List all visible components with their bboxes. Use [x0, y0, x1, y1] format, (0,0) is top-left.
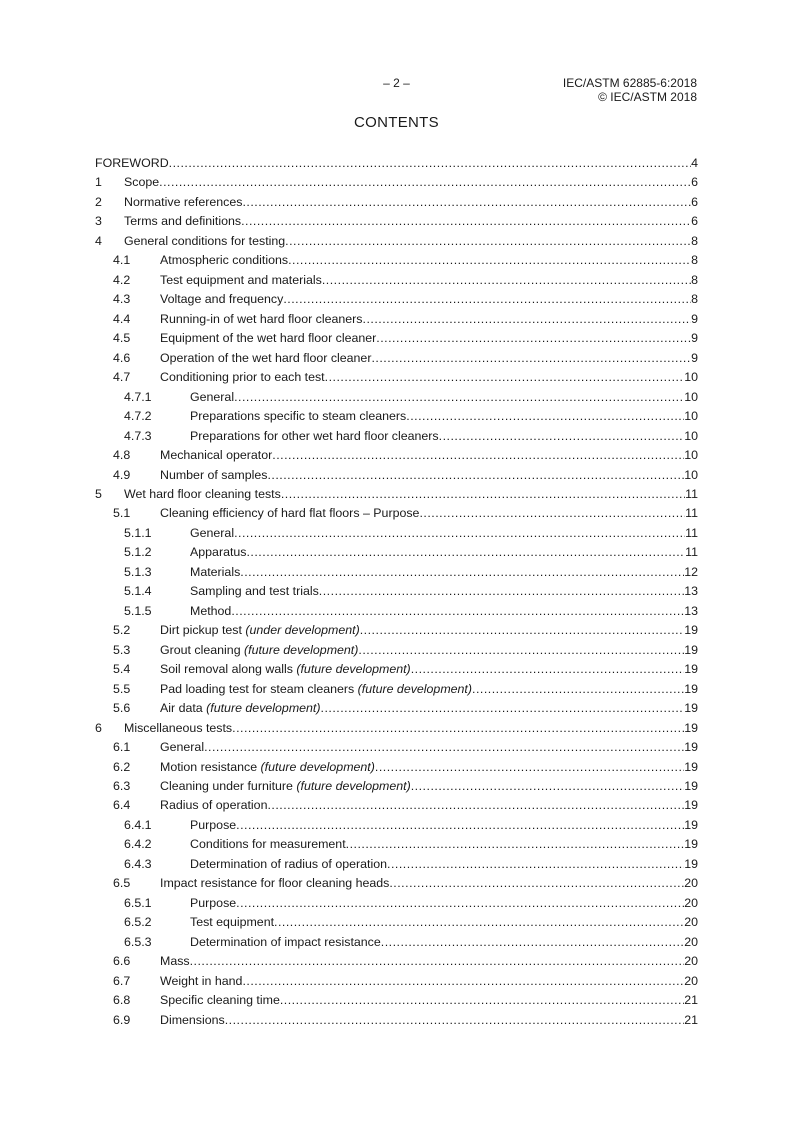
toc-leader-dots: [280, 993, 684, 1007]
toc-entry-page: 20: [684, 973, 698, 988]
toc-entry-title-text: Equipment of the wet hard floor cleaner: [160, 331, 377, 346]
toc-entry[interactable]: [95, 584, 698, 603]
toc-entry-note: (future development): [357, 681, 473, 696]
toc-entry-number: 5.1.2: [124, 545, 152, 560]
toc-entry-number: 4.7.1: [124, 389, 152, 404]
toc-leader-dots: [285, 234, 691, 248]
toc-entry-title: [160, 448, 272, 462]
toc-leader-dots: [267, 468, 684, 482]
toc-entry-page: 20: [684, 954, 698, 969]
toc-entry-page: 21: [684, 1012, 698, 1027]
toc-entry-page: 8: [691, 292, 698, 307]
toc-entry[interactable]: [95, 565, 698, 584]
toc-entry-title-text: Method: [190, 603, 232, 618]
toc-leader-dots: [225, 1013, 684, 1027]
toc-entry-number: 4.6: [113, 350, 131, 365]
toc-entry-number: 5.1.4: [124, 584, 152, 599]
toc-entry[interactable]: [95, 954, 698, 973]
toc-entry-title: [160, 993, 280, 1007]
toc-entry-number: 6.4.2: [124, 837, 152, 852]
toc-entry-title: [160, 370, 325, 384]
toc-entry-note: (future development): [296, 662, 411, 677]
toc-entry-title-text: Conditions for measurement: [190, 837, 346, 852]
toc-entry[interactable]: [95, 506, 698, 525]
toc-leader-dots: [321, 701, 685, 715]
toc-entry-number: 4.5: [113, 331, 131, 346]
toc-entry[interactable]: [95, 273, 698, 292]
toc-entry-page: 19: [684, 642, 698, 657]
toc-entry-number: 6.4.1: [124, 817, 152, 832]
toc-entry[interactable]: [95, 798, 698, 817]
toc-entry[interactable]: [95, 993, 698, 1012]
toc-entry[interactable]: [95, 701, 698, 720]
toc-entry-title-text: Apparatus: [190, 545, 247, 560]
toc-entry[interactable]: [95, 682, 698, 701]
toc-entry-page: 20: [684, 895, 698, 910]
toc-entry-page: 19: [684, 701, 698, 716]
toc-entry-page: 8: [691, 253, 698, 268]
toc-entry-title-text: Normative references: [124, 194, 243, 209]
toc-leader-dots: [387, 857, 684, 871]
toc-leader-dots: [325, 370, 685, 384]
toc-entry-page: 10: [684, 370, 698, 385]
toc-entry-number: 4.4: [113, 311, 131, 326]
toc-entry-title-text: Motion resistance: [160, 759, 261, 774]
toc-entry-title-text: General: [190, 525, 235, 540]
toc-leader-dots: [375, 760, 684, 774]
toc-leader-dots: [319, 584, 684, 598]
toc-leader-dots: [281, 487, 685, 501]
toc-entry[interactable]: [95, 390, 698, 409]
toc-entry[interactable]: [95, 818, 698, 837]
toc-entry-title-text: Cleaning under furniture: [160, 779, 297, 793]
toc-entry-number: 5.2: [113, 623, 131, 638]
toc-entry-page: 19: [684, 740, 698, 755]
toc-entry-number: 6.5.1: [124, 895, 152, 910]
toc-leader-dots: [274, 915, 684, 929]
toc-entry-page: 11: [685, 525, 698, 540]
toc-entry-title-text: Specific cleaning time: [160, 993, 280, 1008]
toc-entry-number: 4.3: [113, 292, 131, 307]
toc-entry-page: 19: [684, 856, 698, 871]
toc-entry-title-text: Dirt pickup test: [160, 623, 246, 638]
toc-entry[interactable]: [95, 351, 698, 370]
toc-entry-number: 6.4: [113, 798, 131, 813]
toc-entry-note: (future development): [206, 701, 321, 716]
toc-entry-title-text: Preparations specific to steam cleaners: [190, 409, 407, 424]
toc-entry-title-text: Mass: [160, 954, 190, 969]
toc-entry-page: 19: [684, 759, 698, 774]
toc-entry-page: 21: [684, 993, 698, 1008]
toc-entry-title: [190, 390, 234, 404]
toc-entry-title-text: Operation of the wet hard floor cleaner: [160, 350, 372, 365]
toc-entry-number: 1: [95, 175, 102, 190]
toc-entry-number: 4.1: [113, 253, 131, 268]
toc-entry[interactable]: [95, 195, 698, 214]
toc-entry-title: [160, 623, 360, 637]
toc-entry-page: 9: [691, 331, 698, 346]
toc-entry-title-text: Purpose: [190, 817, 237, 832]
toc-entry-title-text: Terms and definitions: [124, 214, 242, 229]
toc-entry-page: 9: [691, 311, 698, 326]
toc-leader-dots: [242, 195, 691, 209]
toc-entry-number: 6.4.3: [124, 856, 152, 871]
toc-entry[interactable]: [95, 468, 698, 487]
toc-entry-title: [124, 234, 285, 248]
toc-entry-number: 4.2: [113, 272, 131, 287]
toc-entry-title: [160, 701, 321, 715]
toc-entry-title: [160, 643, 358, 657]
toc-entry-title: [160, 974, 242, 988]
toc-entry-title: [190, 545, 246, 559]
toc-entry-page: 4: [691, 156, 698, 170]
toc-entry[interactable]: [95, 312, 698, 331]
toc-entry-number: 6.1: [113, 740, 131, 755]
toc-entry-number: 6: [95, 720, 102, 735]
toc-entry-number: 6.8: [113, 993, 131, 1008]
toc-leader-dots: [322, 273, 691, 287]
toc-entry-title-text: Air data: [160, 701, 207, 716]
toc-entry-title-text: Pad loading test for steam cleaners: [160, 681, 358, 696]
toc-leader-dots: [159, 175, 691, 189]
toc-entry[interactable]: [95, 604, 698, 623]
toc-entry[interactable]: [95, 370, 698, 389]
toc-entry-number: 3: [95, 214, 102, 229]
toc-entry-number: 6.5.3: [124, 934, 152, 949]
toc-entry-number: 6.9: [113, 1012, 131, 1027]
toc-entry-page: 20: [684, 915, 698, 930]
toc-entry-title: [160, 506, 419, 520]
toc-leader-dots: [360, 623, 684, 637]
toc-leader-dots: [389, 876, 684, 890]
toc-entry-title: [190, 896, 236, 910]
toc-leader-dots: [411, 779, 684, 793]
toc-leader-dots: [240, 565, 684, 579]
toc-entry[interactable]: [95, 331, 698, 350]
toc-entry-number: 4.7: [113, 370, 131, 385]
toc-entry-title-text: General: [190, 389, 235, 404]
toc-entry-page: 6: [691, 175, 698, 190]
toc-entry-page: 6: [691, 194, 698, 209]
toc-leader-dots: [236, 818, 684, 832]
toc-entry-page: 8: [691, 233, 698, 248]
toc-entry-title-text: Conditioning prior to each test: [160, 370, 325, 385]
toc-entry-title: [190, 837, 346, 851]
toc-entry-title: [124, 487, 281, 501]
toc-entry-title: [124, 214, 241, 228]
toc-entry-number: 2: [95, 194, 102, 209]
toc-entry-title: [160, 273, 322, 287]
toc-entry-title: [124, 195, 242, 209]
toc-entry-title: [160, 682, 472, 696]
toc-leader-dots: [411, 662, 685, 676]
toc-entry[interactable]: [95, 623, 698, 642]
toc-entry[interactable]: [95, 448, 698, 467]
toc-entry-number: 5.1.3: [124, 564, 152, 579]
toc-leader-dots: [283, 292, 691, 306]
toc-leader-dots: [231, 604, 684, 618]
toc-entry-number: 6.7: [113, 973, 131, 988]
page-title: CONTENTS: [354, 114, 439, 131]
toc-leader-dots: [232, 721, 684, 735]
toc-leader-dots: [346, 837, 685, 851]
toc-entry-title-text: Determination of impact resistance: [190, 934, 381, 949]
toc-entry-number: 5.1.1: [124, 525, 152, 540]
toc-leader-dots: [381, 935, 684, 949]
toc-entry-page: 10: [684, 467, 698, 482]
toc-entry-title-text: Number of samples: [160, 467, 268, 482]
toc-entry[interactable]: [95, 545, 698, 564]
toc-entry-title-text: Materials: [190, 564, 241, 579]
toc-entry[interactable]: [95, 857, 698, 876]
toc-entry-page: 19: [684, 779, 698, 793]
toc-entry-page: 11: [685, 506, 698, 521]
toc-entry-number: 5.6: [113, 701, 131, 716]
toc-entry-title: [160, 740, 204, 754]
toc-entry-title-text: Test equipment and materials: [160, 272, 322, 287]
toc-entry-title: [190, 935, 381, 949]
toc-entry[interactable]: [95, 760, 698, 779]
toc-leader-dots: [241, 214, 691, 228]
toc-entry[interactable]: [95, 779, 698, 798]
page-number: – 2 –: [383, 76, 410, 90]
toc-entry-page: 8: [691, 272, 698, 287]
toc-leader-dots: [242, 974, 684, 988]
toc-entry-title-text: Soil removal along walls: [160, 662, 297, 677]
toc-entry-title: [95, 156, 169, 170]
toc-entry-title-text: General conditions for testing: [124, 233, 286, 248]
toc-entry-title: [160, 351, 371, 365]
toc-entry-title-text: Sampling and test trials: [190, 584, 319, 599]
toc-leader-dots: [472, 682, 684, 696]
toc-entry-title-text: Mechanical operator: [160, 448, 273, 463]
toc-entry-title: [190, 584, 319, 598]
toc-entry[interactable]: [95, 974, 698, 993]
toc-entry-number: 6.5.2: [124, 915, 152, 930]
toc-entry-number: 6.3: [113, 779, 131, 793]
toc-entry[interactable]: [95, 643, 698, 662]
toc-entry-title-text: Wet hard floor cleaning tests: [124, 486, 281, 501]
toc-entry-title-text: Weight in hand: [160, 973, 243, 988]
toc-entry-page: 10: [684, 448, 698, 463]
toc-entry-title: [160, 876, 389, 890]
toc-entry[interactable]: [95, 292, 698, 311]
toc-entry-number: 6.5: [113, 876, 131, 891]
standard-header: [563, 76, 697, 104]
toc-entry-title: [190, 604, 231, 618]
toc-entry-number: 5: [95, 486, 102, 501]
toc-leader-dots: [358, 643, 684, 657]
toc-entry[interactable]: [95, 175, 698, 194]
table-of-contents: [95, 156, 698, 1032]
toc-entry-title-text: Miscellaneous tests: [124, 720, 233, 735]
toc-entry-page: 20: [684, 934, 698, 949]
toc-entry-title: [160, 312, 363, 326]
toc-entry-title-text: General: [160, 740, 205, 755]
toc-entry[interactable]: [95, 662, 698, 681]
toc-entry[interactable]: [95, 876, 698, 895]
toc-entry-number: 4.8: [113, 448, 131, 463]
toc-entry-page: 20: [684, 876, 698, 891]
toc-entry-page: 19: [684, 837, 698, 852]
toc-entry-title-text: Grout cleaning: [160, 642, 245, 657]
copyright-line: © IEC/ASTM 2018: [598, 90, 697, 104]
toc-entry-number: 4: [95, 233, 102, 248]
toc-entry-title-text: Running-in of wet hard floor cleaners: [160, 311, 363, 326]
toc-entry-number: 5.1.5: [124, 603, 152, 618]
toc-leader-dots: [267, 798, 684, 812]
toc-entry-page: 19: [684, 817, 698, 832]
toc-entry[interactable]: [95, 837, 698, 856]
toc-entry-title: [124, 175, 159, 189]
toc-entry-note: (future development): [260, 759, 375, 774]
toc-leader-dots: [236, 896, 684, 910]
toc-entry[interactable]: [95, 721, 698, 740]
toc-entry-title: [190, 565, 240, 579]
toc-entry-title: [190, 429, 439, 443]
toc-entry[interactable]: [95, 429, 698, 448]
toc-entry-number: 5.3: [113, 642, 131, 657]
toc-entry-title: [160, 798, 267, 812]
toc-entry[interactable]: [95, 896, 698, 915]
toc-entry-title-text: Atmospheric conditions: [160, 253, 289, 268]
toc-entry-title: [160, 468, 267, 482]
toc-entry[interactable]: [95, 253, 698, 272]
toc-entry-page: 11: [685, 486, 698, 501]
toc-leader-dots: [169, 156, 691, 170]
toc-entry-page: 19: [684, 681, 698, 696]
toc-entry[interactable]: [95, 1013, 698, 1032]
toc-leader-dots: [190, 954, 685, 968]
toc-entry-page: 6: [691, 214, 698, 229]
toc-entry-number: 5.5: [113, 681, 131, 696]
toc-leader-dots: [419, 506, 685, 520]
toc-leader-dots: [439, 429, 685, 443]
toc-entry-page: 10: [684, 409, 698, 424]
toc-entry-note: (future development): [296, 779, 411, 793]
toc-entry-page: 13: [684, 603, 698, 618]
toc-entry-page: 19: [684, 662, 698, 677]
toc-entry-title: [190, 857, 387, 871]
toc-entry-note: (future development): [244, 642, 359, 657]
toc-entry-title-text: Dimensions: [160, 1012, 225, 1027]
toc-entry-page: 12: [684, 564, 698, 579]
toc-leader-dots: [371, 351, 691, 365]
toc-entry-page: 10: [684, 428, 698, 443]
toc-leader-dots: [406, 409, 684, 423]
toc-entry[interactable]: [95, 487, 698, 506]
toc-entry-title: [160, 662, 411, 676]
toc-entry-note: (under development): [245, 623, 360, 638]
toc-entry-number: 6.6: [113, 954, 131, 969]
standard-id: IEC/ASTM 62885-6:2018: [562, 76, 697, 90]
toc-entry-title-text: Preparations for other wet hard floor cleaners: [190, 428, 439, 443]
toc-entry-page: 9: [691, 350, 698, 365]
toc-entry[interactable]: [95, 156, 698, 175]
toc-entry-title-text: Purpose: [190, 895, 237, 910]
toc-entry-title: [160, 331, 376, 345]
toc-entry[interactable]: [95, 915, 698, 934]
toc-entry-page: 19: [684, 798, 698, 813]
toc-entry-number: 4.7.2: [124, 409, 152, 424]
toc-entry[interactable]: [95, 526, 698, 545]
toc-leader-dots: [363, 312, 692, 326]
toc-entry-title: [160, 779, 411, 793]
toc-entry-page: 11: [685, 545, 698, 560]
toc-entry-page: 19: [684, 720, 698, 735]
toc-entry-page: 13: [684, 584, 698, 599]
toc-entry-title: [160, 1013, 225, 1027]
toc-entry-title: [190, 526, 234, 540]
toc-entry-number: 6.2: [113, 759, 131, 774]
toc-entry-number: 4.7.3: [124, 428, 152, 443]
toc-entry-title-text: Radius of operation: [160, 798, 268, 813]
toc-entry-title: [190, 818, 236, 832]
toc-entry-title-text: Voltage and frequency: [160, 292, 284, 307]
toc-entry[interactable]: [95, 234, 698, 253]
toc-entry-title: [160, 954, 190, 968]
toc-entry-number: 5.1: [113, 506, 131, 521]
toc-leader-dots: [288, 253, 691, 267]
toc-entry[interactable]: [95, 740, 698, 759]
toc-entry-title: [190, 409, 406, 423]
toc-entry-title-text: Scope: [124, 175, 160, 190]
toc-entry-title: [124, 721, 232, 735]
toc-leader-dots: [204, 740, 684, 754]
toc-leader-dots: [234, 526, 685, 540]
toc-entry-title-text: Cleaning efficiency of hard flat floors – Purpose: [160, 506, 420, 521]
toc-entry-number: 4.9: [113, 467, 131, 482]
toc-entry-title: [160, 292, 283, 306]
toc-entry[interactable]: [95, 935, 698, 954]
toc-entry-title-text: Test equipment: [190, 915, 275, 930]
toc-entry-page: 19: [684, 623, 698, 638]
toc-entry-page: 10: [684, 389, 698, 404]
toc-entry-title-text: FOREWORD: [95, 156, 169, 170]
toc-leader-dots: [234, 390, 684, 404]
toc-leader-dots: [272, 448, 684, 462]
toc-entry-title: [190, 915, 274, 929]
toc-entry[interactable]: [95, 409, 698, 428]
toc-leader-dots: [246, 545, 685, 559]
toc-entry-title: [160, 253, 288, 267]
toc-leader-dots: [376, 331, 691, 345]
toc-entry-number: 5.4: [113, 662, 131, 677]
toc-entry-title-text: Determination of radius of operation: [190, 856, 387, 871]
toc-entry-title-text: Impact resistance for floor cleaning heads: [160, 876, 390, 891]
toc-entry[interactable]: [95, 214, 698, 233]
toc-entry-title: [160, 760, 375, 774]
